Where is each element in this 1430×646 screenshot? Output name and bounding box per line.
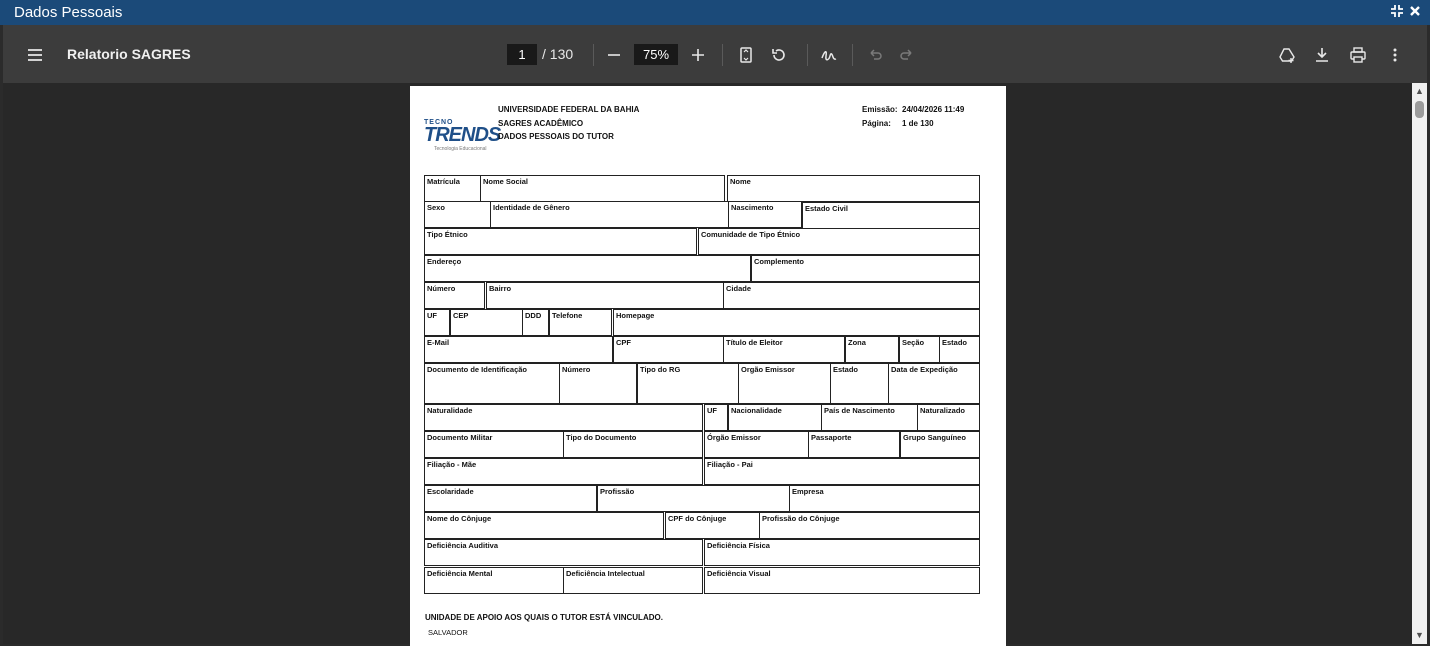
field-empresa: Empresa <box>789 485 980 512</box>
draw-icon[interactable] <box>817 43 841 67</box>
field-filiacao-pai: Filiação - Pai <box>704 458 980 485</box>
document-viewport[interactable] <box>3 83 1412 644</box>
field-orgao-emissor-militar: Órgão Emissor <box>704 431 809 458</box>
zoom-in-icon[interactable] <box>686 43 710 67</box>
field-matricula: Matrícula <box>424 175 481 202</box>
emission-value: 24/04/2026 11:49 <box>902 105 965 114</box>
field-cpf-conjuge: CPF do Cônjuge <box>665 512 760 539</box>
add-to-drive-icon[interactable] <box>1275 43 1299 67</box>
field-passaporte: Passaporte <box>808 431 900 458</box>
field-estado-civil: Estado Civil <box>802 202 980 229</box>
unidade-section-title: UNIDADE DE APOIO AOS QUAIS O TUTOR ESTÁ VINCULADO. <box>425 613 663 622</box>
page-number-input[interactable]: 1 <box>507 44 537 65</box>
download-icon[interactable] <box>1310 43 1334 67</box>
field-telefone: Telefone <box>549 309 612 336</box>
pdf-viewer-frame <box>3 25 1427 644</box>
field-doc-identificacao: Documento de Identificação <box>424 363 560 404</box>
toolbar-divider <box>852 44 853 66</box>
close-icon[interactable] <box>1407 4 1423 20</box>
field-deficiencia-auditiva: Deficiência Auditiva <box>424 539 703 566</box>
collapse-icon[interactable] <box>1389 4 1405 20</box>
field-identidade-genero: Identidade de Gênero <box>490 201 729 228</box>
print-icon[interactable] <box>1346 43 1370 67</box>
redo-icon[interactable] <box>895 43 919 67</box>
page-value: 1 de 130 <box>902 119 934 128</box>
field-endereco: Endereço <box>424 255 751 282</box>
toolbar-divider <box>722 44 723 66</box>
field-pais-nascimento: País de Nascimento <box>821 404 918 431</box>
undo-icon[interactable] <box>863 43 887 67</box>
field-doc-militar: Documento Militar <box>424 431 564 458</box>
field-deficiencia-mental: Deficiência Mental <box>424 567 564 594</box>
field-numero-rg: Número <box>559 363 637 404</box>
field-nome: Nome <box>727 175 980 202</box>
scroll-down-icon[interactable]: ▼ <box>1415 630 1424 640</box>
field-nome-conjuge: Nome do Cônjuge <box>424 512 664 539</box>
unidade-value: SALVADOR <box>428 628 468 637</box>
field-nome-social: Nome Social <box>480 175 725 202</box>
field-profissao: Profissão <box>597 485 790 512</box>
field-deficiencia-visual: Deficiência Visual <box>704 567 980 594</box>
report-name: DADOS PESSOAIS DO TUTOR <box>498 132 614 141</box>
field-data-expedicao: Data de Expedição <box>888 363 980 404</box>
field-cep: CEP <box>450 309 523 336</box>
field-nacionalidade: Nacionalidade <box>728 404 822 431</box>
field-estado: Estado <box>939 336 980 363</box>
emission-label: Emissão: <box>862 105 898 114</box>
fit-page-icon[interactable] <box>734 43 758 67</box>
scroll-up-icon[interactable]: ▲ <box>1415 86 1424 96</box>
field-cpf: CPF <box>613 336 724 363</box>
field-deficiencia-intelectual: Deficiência Intelectual <box>563 567 703 594</box>
field-nascimento: Nascimento <box>728 201 802 228</box>
pdf-toolbar <box>3 25 1427 83</box>
field-naturalidade: Naturalidade <box>424 404 703 431</box>
more-options-icon[interactable] <box>1383 43 1407 67</box>
field-tipo-etnico: Tipo Étnico <box>424 228 697 255</box>
field-comunidade-tipo-etnico: Comunidade de Tipo Étnico <box>698 228 980 255</box>
zoom-level-input[interactable]: 75% <box>634 44 678 65</box>
system-name: SAGRES ACADÊMICO <box>498 119 584 128</box>
field-grupo-sanguineo: Grupo Sanguíneo <box>900 431 980 458</box>
field-zona: Zona <box>845 336 899 363</box>
tecnotrends-logo: TECNO TRENDS Tecnologia Educacional <box>424 119 501 152</box>
field-complemento: Complemento <box>751 255 980 282</box>
field-escolaridade: Escolaridade <box>424 485 597 512</box>
field-titulo-eleitor: Título de Eleitor <box>723 336 845 363</box>
field-numero: Número <box>424 282 485 309</box>
field-deficiencia-fisica: Deficiência Física <box>704 539 980 566</box>
field-bairro: Bairro <box>486 282 724 309</box>
rotate-icon[interactable] <box>767 43 791 67</box>
field-sexo: Sexo <box>424 201 491 228</box>
vertical-scrollbar[interactable] <box>1412 83 1427 644</box>
menu-icon[interactable] <box>23 43 47 67</box>
pdf-page <box>410 86 1006 646</box>
scrollbar-thumb[interactable] <box>1415 101 1424 118</box>
field-cidade: Cidade <box>723 282 980 309</box>
field-uf: UF <box>424 309 450 336</box>
page-total: / 130 <box>542 46 574 62</box>
field-ddd: DDD <box>522 309 549 336</box>
document-title: Relatorio SAGRES <box>67 46 191 62</box>
field-secao: Seção <box>899 336 940 363</box>
field-filiacao-mae: Filiação - Mãe <box>424 458 703 485</box>
window-titlebar <box>0 0 1430 25</box>
toolbar-divider <box>593 44 594 66</box>
institution-name: UNIVERSIDADE FEDERAL DA BAHIA <box>498 105 640 114</box>
field-email: E-Mail <box>424 336 613 363</box>
field-profissao-conjuge: Profissão do Cônjuge <box>759 512 980 539</box>
field-homepage: Homepage <box>613 309 980 336</box>
field-orgao-emissor: Orgão Emissor <box>738 363 831 404</box>
field-naturalizado: Naturalizado <box>917 404 980 431</box>
page-label: Página: <box>862 119 891 128</box>
toolbar-divider <box>807 44 808 66</box>
field-tipo-documento: Tipo do Documento <box>563 431 703 458</box>
field-estado-rg: Estado <box>830 363 889 404</box>
field-tipo-rg: Tipo do RG <box>637 363 739 404</box>
window-title: Dados Pessoais <box>14 4 123 21</box>
field-uf-naturalidade: UF <box>704 404 728 431</box>
zoom-out-icon[interactable] <box>602 43 626 67</box>
